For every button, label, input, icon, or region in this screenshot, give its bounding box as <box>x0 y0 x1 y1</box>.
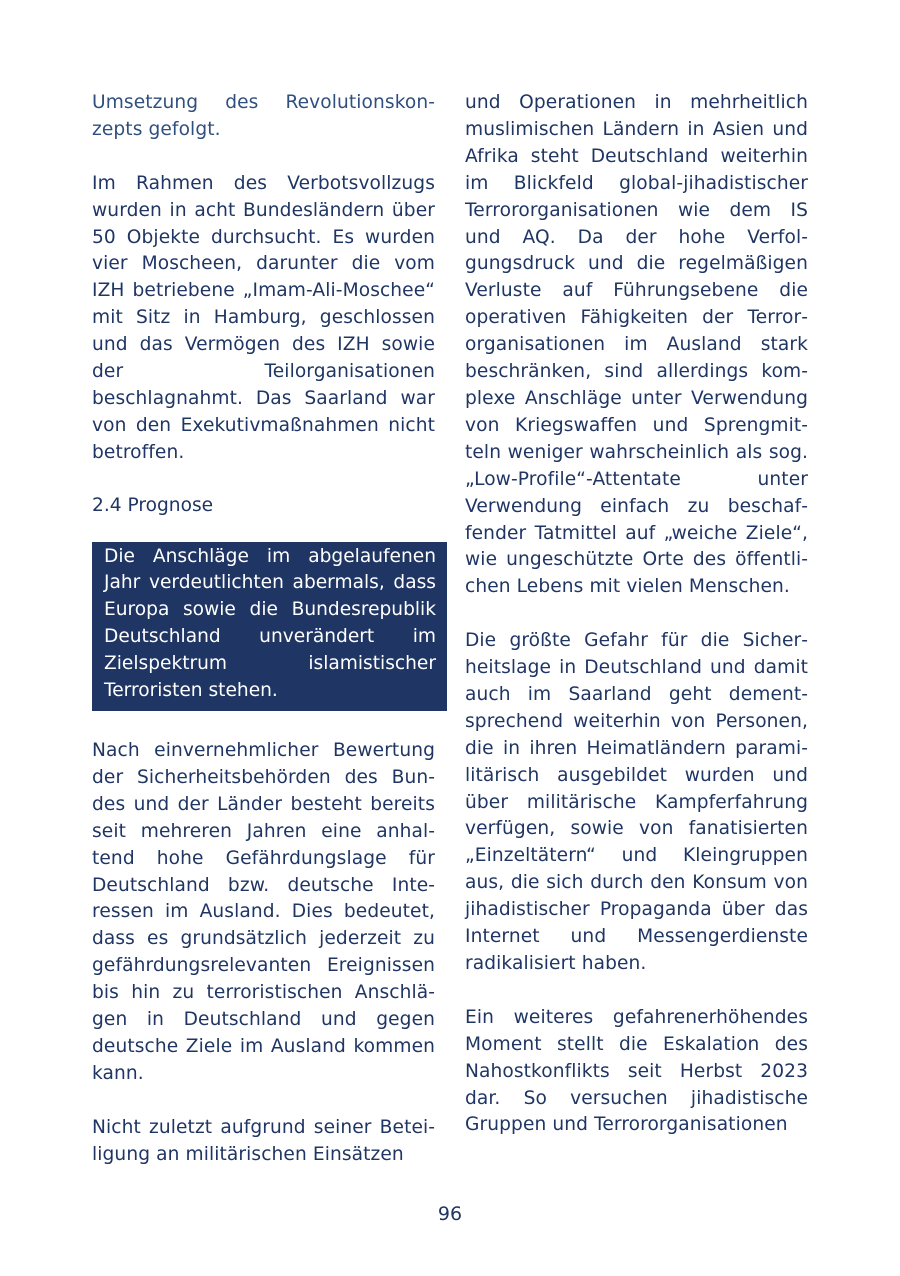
right-column <box>465 90 808 1139</box>
page-number: 96 <box>437 1203 463 1225</box>
paragraph-middle-east-escalation: Ein weiteres gefahrenerhöhendes Moment stellt die Eskalation des Nahostkonflikts seit Herbst 2023 dar. So versuchen jihadistische Gruppen und Terrororganisationen <box>465 1006 808 1136</box>
highlight-text: Die Anschläge im abgelaufenen Jahr verdeutlichten abermals, dass Europa sowie die Bundesrepublik Deutschland unverändert im Zielspektrum islamistischer Terroristen stehen. <box>104 545 436 702</box>
paragraph-threat-assessment: Nach einvernehmlicher Bewertung der Sicherheitsbehörden des Bundes und der Länder besteht bereits seit mehreren Jahren eine anhaltend hohe Gefährdungslage für Deutschland bzw. deutsche Interessen im Ausland. Dies bedeutet, dass es grundsätzlich jederzeit zu gefährdungsrelevanten Ereignissen bis hin zu terroristischen Anschlägen in Deutschland und gegen deutsche Ziele im Ausland kommen kann. <box>92 740 435 1084</box>
paragraph-greatest-danger: Die größte Gefahr für die Sicherheitslage in Deutschland und damit auch im Saarland geht dementsprechend weiterhin von Personen, die in ihren Heimatländern paramilitärisch ausgebildet wurden und über militärische Kampferfahrung verfügen, sowie von fanatisierten „Einzeltätern“ und Kleingruppen aus, die sich durch den Konsum von jihadistischer Propaganda über das Internet und Messengerdienste radikalisiert haben. <box>465 630 808 974</box>
paragraph-military-involvement: Nicht zuletzt aufgrund seiner Beteiligung an militärischen Einsätzen <box>92 1116 435 1165</box>
paragraph-operations: und Operationen in mehrheitlich muslimischen Ländern in Asien und Afrika steht Deutschland weiterhin im Blickfeld global-jihadistischer Terrororganisationen wie dem IS und AQ. Da der hohe Verfolgungsdruck und die regelmäßigen Verluste auf Führungsebene die operativen Fähigkeiten der Terrororganisationen im Ausland stark beschränken, sind allerdings komplexe Anschläge unter Verwendung von Kriegswaffen und Sprengmitteln weniger wahrscheinlich als sog. „Low-Profile“-Attentate unter Verwendung einfach zu beschaffender Tatmittel auf „weiche Ziele“, wie ungeschützte Orte des öffentlichen Lebens mit vielen Menschen. <box>465 92 808 598</box>
left-column <box>92 90 435 1169</box>
section-heading-prognose: 2.4 Prognose <box>92 494 214 516</box>
paragraph-ban-enforcement: Im Rahmen des Verbotsvollzugs wurden in acht Bundesländern über 50 Objekte durchsucht. Es wurden vier Moscheen, darunter die vom IZH betriebene „Imam-Ali-Moschee“ mit Sitz in Hamburg, geschlossen und das Vermögen des IZH sowie der Teilorganisationen beschlagnahmt. Das Saarland war von den Exekutivmaßnahmen nicht betroffen. <box>92 172 435 463</box>
paragraph-intro: Umsetzung des Revolutionskonzepts gefolgt. <box>92 92 435 140</box>
highlight-box <box>92 542 447 711</box>
